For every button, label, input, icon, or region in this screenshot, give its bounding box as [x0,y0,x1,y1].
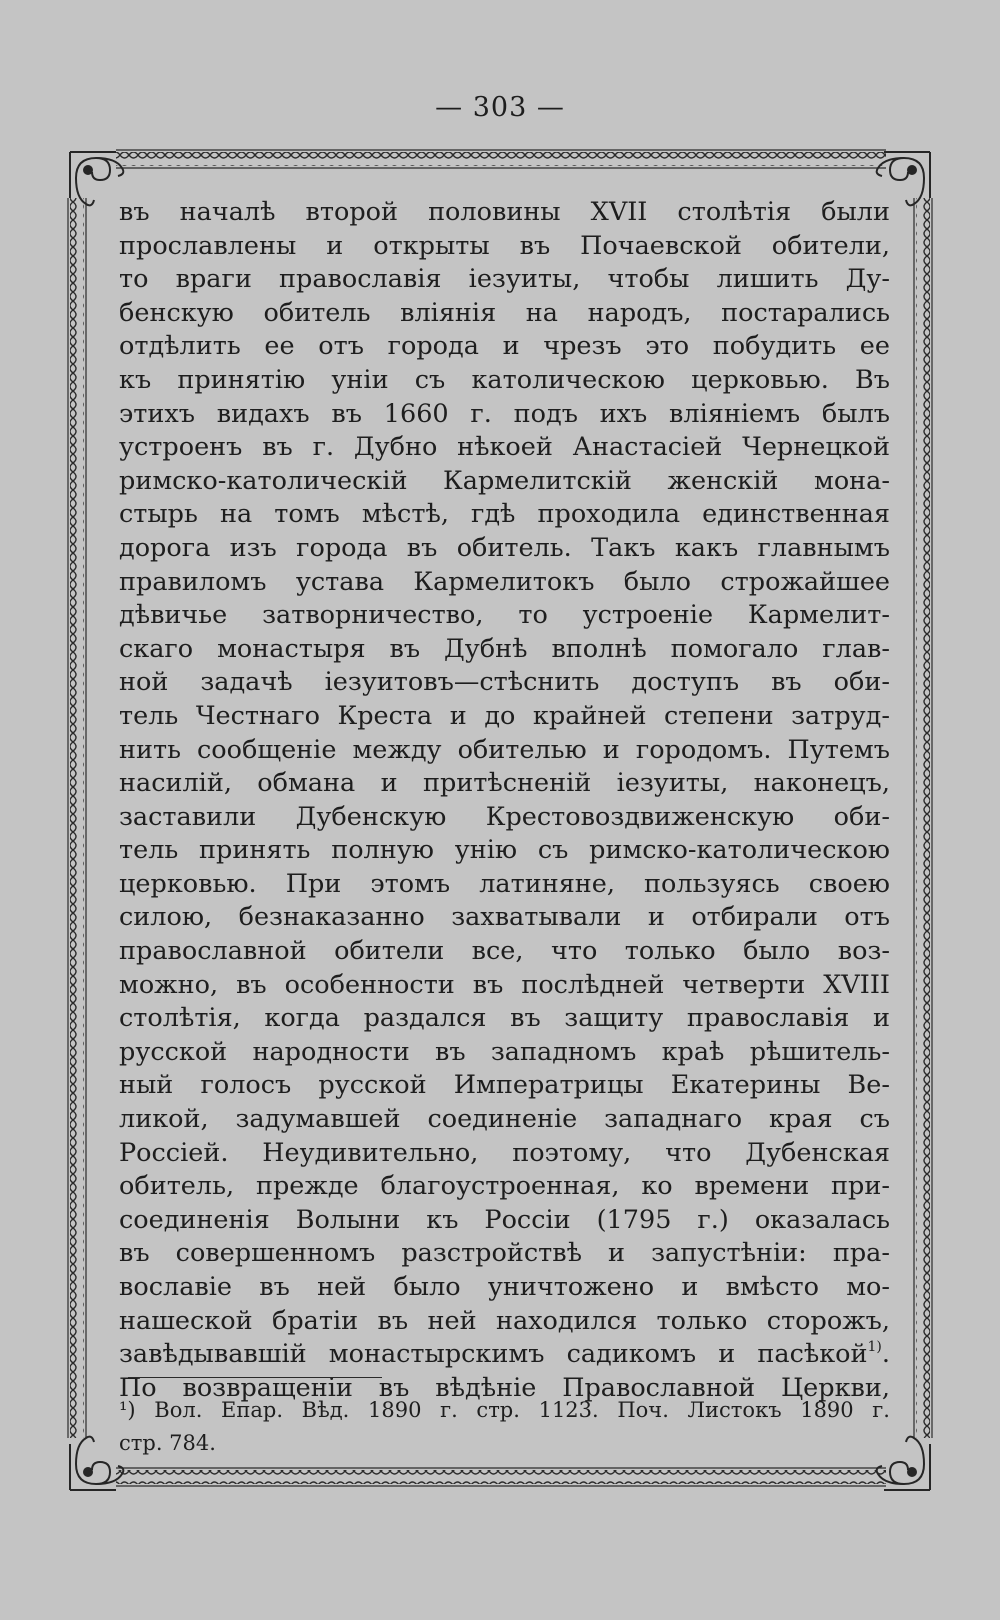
body-line: столѣтія, когда раздался въ защиту православія и [119,1003,890,1034]
corner-ornament-top-left [70,152,123,205]
body-line: церковью. При этомъ латиняне, пользуясь своею [119,868,890,899]
body-line: правиломъ устава Кармелитокъ было строжайшее [119,566,890,597]
footnote-separator [128,1377,382,1378]
footnote [119,1394,890,1460]
body-line: можно, въ особенности въ послѣдней четверти XVIII [119,969,890,1000]
footnote-line [119,1394,890,1427]
body-text [119,196,890,1405]
body-line: обитель, прежде благоустроенная, ко времени при- [119,1171,890,1202]
body-line: то враги православія іезуиты, чтобы лишить Ду- [119,264,890,295]
body-line: скаго монастыря въ Дубнѣ вполнѣ помогало глав- [119,633,890,664]
body-line: нашеской братіи въ ней находился только сторожъ, [119,1305,890,1336]
body-line: въ началѣ второй половины XVII столѣтія были [119,197,890,227]
page-number: — 303 — [435,92,565,123]
body-line-with-footnote-mark: завѣдывавшій монастырскимъ садикомъ и пасѣкой$^{1)}$. [119,1338,890,1370]
body-line: ликой, задумавшей соединеніе западнаго края съ [119,1104,890,1135]
body-line: дѣвичье затворничество, то устроеніе Кармелит- [119,600,890,631]
body-line: въ совершенномъ разстройствѣ и запустѣніи: пра- [119,1238,890,1269]
body-line: вославіе въ ней было уничтожено и вмѣсто мо- [119,1272,890,1302]
body-line: православной обители все, что только было воз- [119,936,890,967]
body-line: заставили Дубенскую Крестовоздвиженскую оби- [119,801,890,832]
body-line: устроенъ въ г. Дубно нѣкоей Анастасіей Чернецкой [119,432,890,463]
body-line: По возвращеніи въ вѣдѣніе Православной Церкви, [119,1372,890,1403]
body-line: насилій, обмана и притѣсненій іезуиты, наконецъ, [119,768,890,799]
body-line: тель Честнаго Креста и до крайней степени затруд- [119,700,890,731]
body-line: соединенія Волыни къ Россіи (1795 г.) оказалась [119,1204,890,1235]
body-line: отдѣлить ее отъ города и чрезъ это побудить ее [119,331,890,362]
footnote-line: стр. 784. [119,1431,216,1455]
body-line: дорога изъ города въ обитель. Такъ какъ главнымъ [119,532,890,563]
corner-ornament-bottom-left [70,1437,123,1490]
footnote-mark: ¹) [119,1398,136,1422]
body-line: этихъ видахъ въ 1660 г. подъ ихъ вліяніемъ былъ [119,398,890,429]
body-line: русской народности въ западномъ краѣ рѣшитель- [119,1036,890,1067]
body-line: нить сообщеніе между обителью и городомъ. Путемъ [119,734,890,765]
body-line: завѣдывавшій монастырскимъ садикомъ и пасѣкой [119,1339,868,1370]
body-line: стырь на томъ мѣстѣ, гдѣ проходила единственная [119,499,890,530]
body-line: римско-католическій Кармелитскій женскій мона- [119,465,890,496]
body-line: ной задачѣ іезуитовъ—стѣснить доступъ въ оби- [119,667,890,698]
body-line: бенскую обитель вліянія на народъ, постарались [119,297,890,328]
footnote-text: Вол. Епар. Вѣд. 1890 г. стр. 1123. Поч. Листокъ 1890 г. [154,1398,890,1422]
body-line: къ принятію уніи съ католическою церковью. Въ [119,364,890,395]
body-line: тель принять полную унію съ римско-католическою [119,835,890,866]
footnote-reference[interactable]: 1) [867,1338,882,1355]
body-line: прославлены и открыты въ Почаевской обители, [119,230,890,261]
body-line: силою, безнаказанно захватывали и отбирали отъ [119,902,890,933]
body-line: Россіей. Неудивительно, поэтому, что Дубенская [119,1137,890,1168]
body-line: ный голосъ русской Императрицы Екатерины Ве- [119,1070,890,1101]
